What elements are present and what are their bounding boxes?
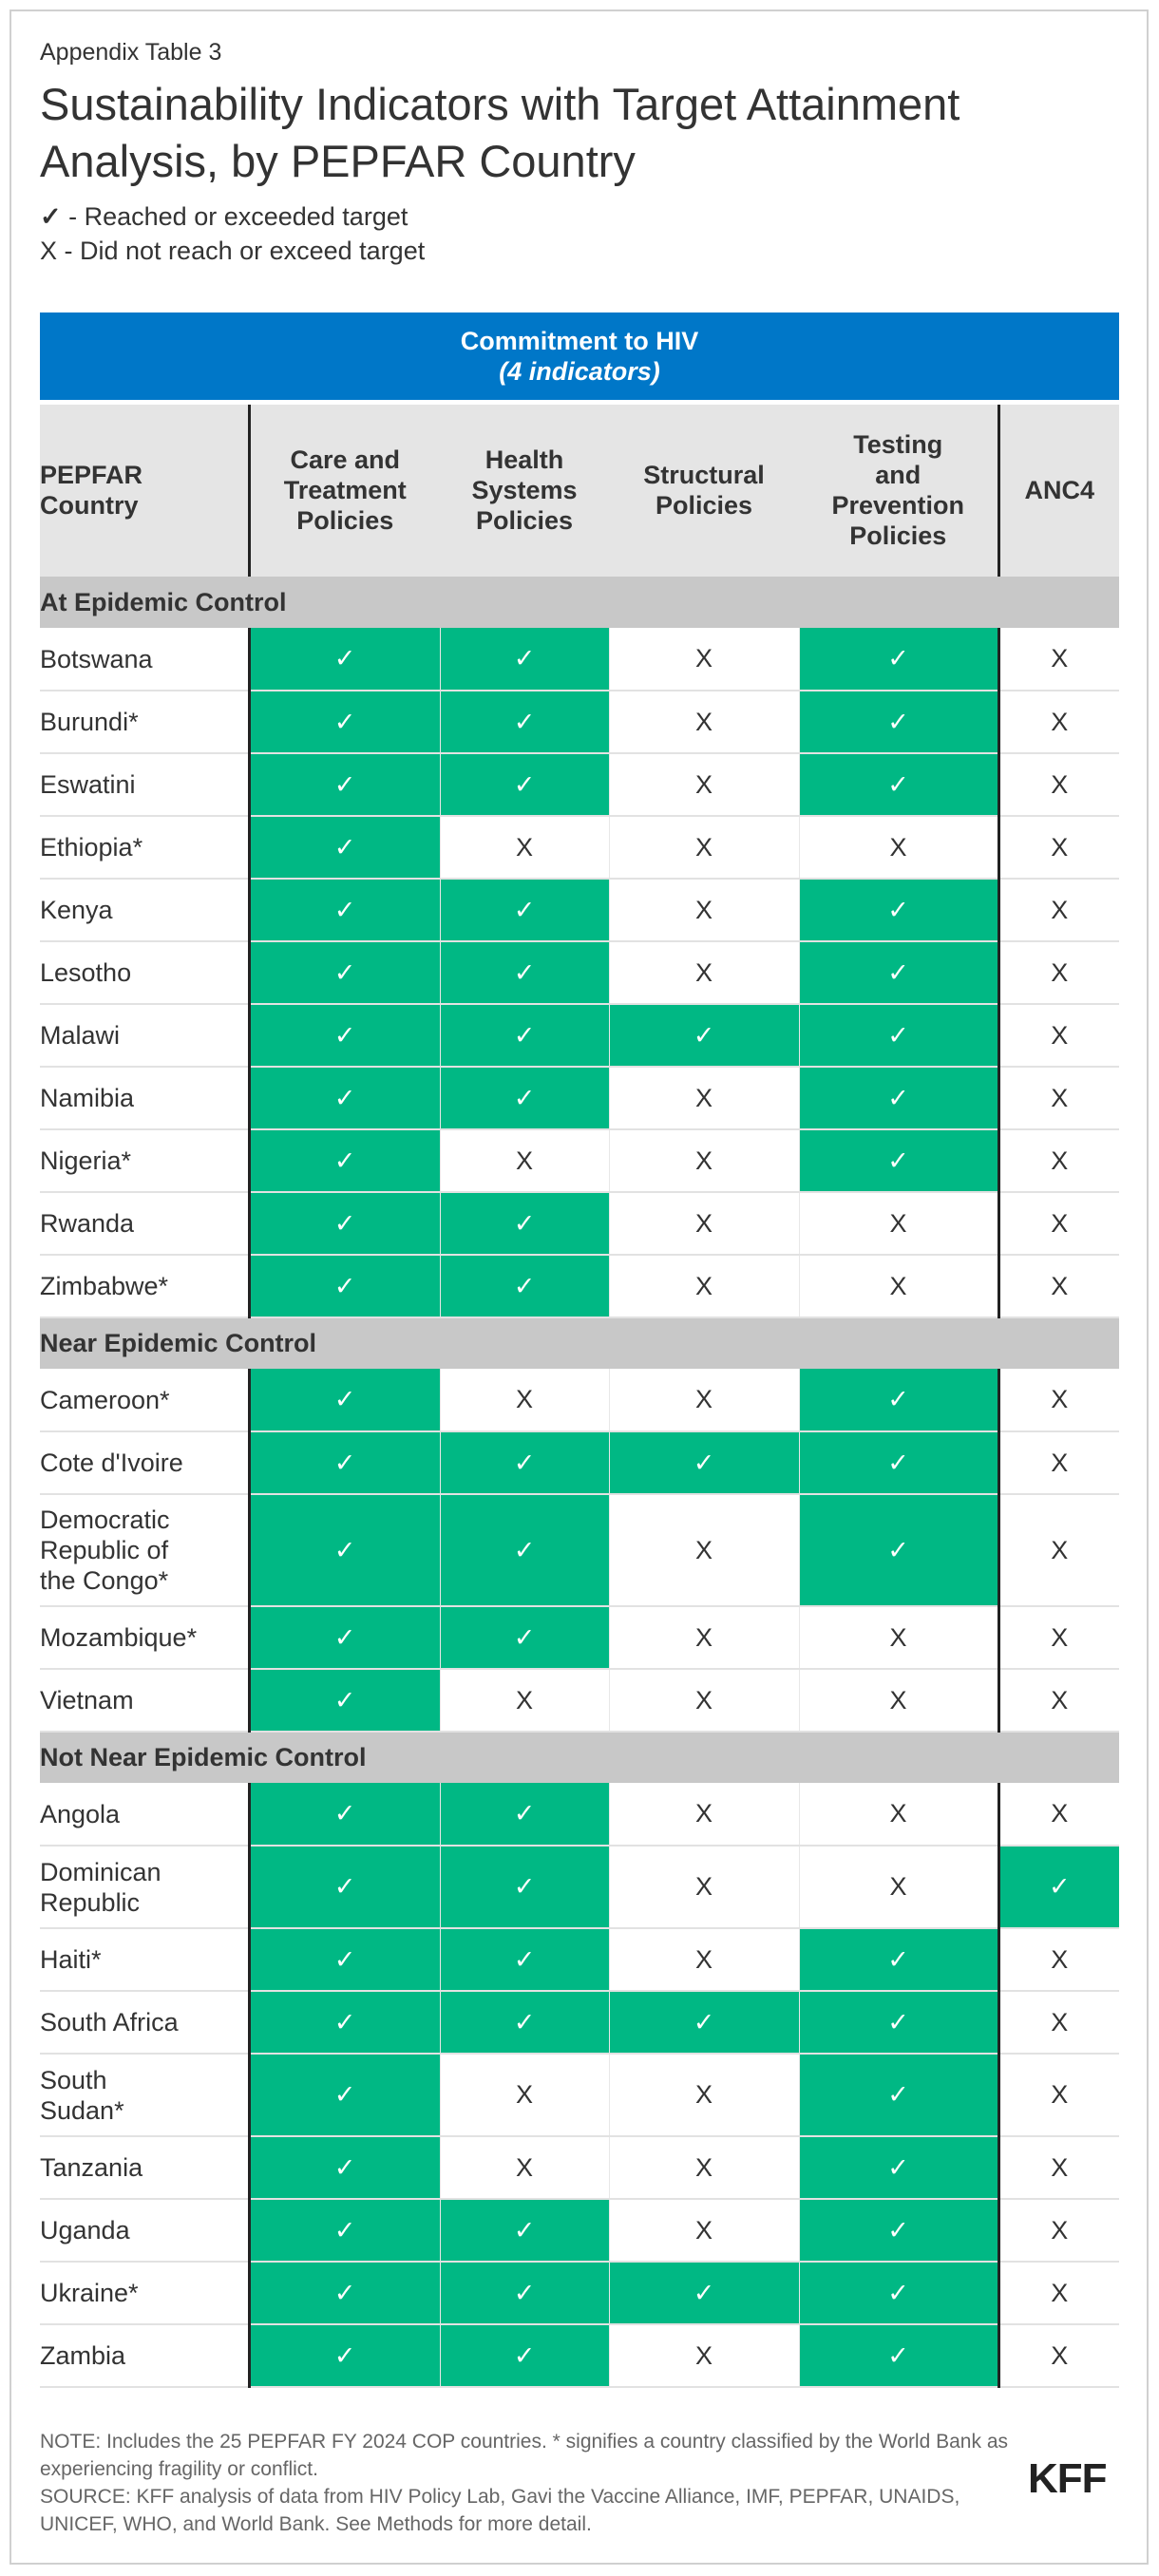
country-name: South Africa — [40, 1991, 249, 2054]
cell-anc4-x-icon: X — [998, 879, 1119, 941]
cell-structural-x-icon: X — [609, 1494, 799, 1606]
country-name: Angola — [40, 1783, 249, 1846]
table-row — [40, 1129, 1119, 1192]
cell-care-treatment-check-icon: ✓ — [249, 1431, 440, 1494]
cell-structural-x-icon: X — [609, 816, 799, 879]
table-row — [40, 2262, 1119, 2324]
table-row — [40, 2199, 1119, 2262]
table-row — [40, 1431, 1119, 1494]
cell-anc4-x-icon: X — [998, 941, 1119, 1004]
country-name: Eswatini — [40, 753, 249, 816]
cell-health-systems-check-icon: ✓ — [440, 1606, 609, 1669]
cell-anc4-x-icon: X — [998, 1494, 1119, 1606]
footer-notes — [40, 2428, 1037, 2538]
cell-testing-prevention-check-icon: ✓ — [799, 1991, 998, 2054]
cell-health-systems-check-icon: ✓ — [440, 1192, 609, 1255]
cell-anc4-x-icon: X — [998, 1928, 1119, 1991]
country-name: Tanzania — [40, 2136, 249, 2199]
cell-structural-check-icon: ✓ — [609, 1431, 799, 1494]
table-row — [40, 1192, 1119, 1255]
cell-structural-x-icon: X — [609, 1606, 799, 1669]
cell-structural-check-icon: ✓ — [609, 2262, 799, 2324]
cell-health-systems-check-icon: ✓ — [440, 2324, 609, 2387]
cell-testing-prevention-check-icon: ✓ — [799, 941, 998, 1004]
cell-testing-prevention-check-icon: ✓ — [799, 2054, 998, 2136]
cell-care-treatment-check-icon: ✓ — [249, 1255, 440, 1317]
cell-structural-check-icon: ✓ — [609, 1004, 799, 1067]
table-row — [40, 1004, 1119, 1067]
cell-testing-prevention-x-icon: X — [799, 1783, 998, 1846]
cell-structural-x-icon: X — [609, 2054, 799, 2136]
cell-health-systems-check-icon: ✓ — [440, 2262, 609, 2324]
cell-testing-prevention-x-icon: X — [799, 1255, 998, 1317]
country-name: Lesotho — [40, 941, 249, 1004]
cell-anc4-x-icon: X — [998, 1067, 1119, 1129]
cell-anc4-x-icon: X — [998, 2054, 1119, 2136]
cell-testing-prevention-check-icon: ✓ — [799, 1004, 998, 1067]
table-row — [40, 1067, 1119, 1129]
cell-care-treatment-check-icon: ✓ — [249, 2054, 440, 2136]
cell-care-treatment-check-icon: ✓ — [249, 1669, 440, 1732]
legend-item-reached — [40, 199, 1113, 234]
cell-structural-x-icon: X — [609, 691, 799, 753]
cell-care-treatment-check-icon: ✓ — [249, 1928, 440, 1991]
cell-testing-prevention-x-icon: X — [799, 1846, 998, 1928]
cell-health-systems-check-icon: ✓ — [440, 691, 609, 753]
cell-structural-x-icon: X — [609, 2136, 799, 2199]
cell-structural-x-icon: X — [609, 1846, 799, 1928]
cell-care-treatment-check-icon: ✓ — [249, 1494, 440, 1606]
table-row — [40, 816, 1119, 879]
cell-testing-prevention-check-icon: ✓ — [799, 2199, 998, 2262]
cell-structural-x-icon: X — [609, 753, 799, 816]
cell-care-treatment-check-icon: ✓ — [249, 2324, 440, 2387]
cell-anc4-x-icon: X — [998, 2262, 1119, 2324]
section-row-at-epidemic-control — [40, 577, 1119, 628]
kff-logo: KFF — [1028, 2455, 1107, 2502]
country-name: Zambia — [40, 2324, 249, 2387]
cell-care-treatment-check-icon: ✓ — [249, 2199, 440, 2262]
column-header-country: PEPFAR Country — [40, 402, 249, 577]
legend-text-reached: - Reached or exceeded target — [61, 202, 408, 231]
cell-care-treatment-check-icon: ✓ — [249, 753, 440, 816]
cell-care-treatment-check-icon: ✓ — [249, 1606, 440, 1669]
cell-testing-prevention-check-icon: ✓ — [799, 1369, 998, 1431]
cell-health-systems-check-icon: ✓ — [440, 1004, 609, 1067]
cell-care-treatment-check-icon: ✓ — [249, 1004, 440, 1067]
cell-care-treatment-check-icon: ✓ — [249, 628, 440, 691]
cell-anc4-x-icon: X — [998, 1669, 1119, 1732]
cell-structural-x-icon: X — [609, 1129, 799, 1192]
country-name: Cameroon* — [40, 1369, 249, 1431]
country-name: South Sudan* — [40, 2054, 249, 2136]
cell-anc4-x-icon: X — [998, 1192, 1119, 1255]
legend-text-not-reached: - Did not reach or exceed target — [57, 237, 426, 265]
section-row-near-epidemic-control — [40, 1317, 1119, 1369]
cell-anc4-x-icon: X — [998, 1783, 1119, 1846]
cell-care-treatment-check-icon: ✓ — [249, 2262, 440, 2324]
cell-structural-x-icon: X — [609, 2324, 799, 2387]
cell-anc4-x-icon: X — [998, 628, 1119, 691]
cell-anc4-x-icon: X — [998, 816, 1119, 879]
footnote: NOTE: Includes the 25 PEPFAR FY 2024 COP countries. * signifies a country classified by the World Bank as experiencing fragility or conflict. — [40, 2431, 1008, 2480]
cell-care-treatment-check-icon: ✓ — [249, 2136, 440, 2199]
cell-structural-x-icon: X — [609, 1255, 799, 1317]
country-name: Burundi* — [40, 691, 249, 753]
cell-health-systems-check-icon: ✓ — [440, 879, 609, 941]
chart-title-line-1: Sustainability Indicators with Target Attainment — [40, 79, 960, 129]
table-row — [40, 1606, 1119, 1669]
cell-health-systems-check-icon: ✓ — [440, 2199, 609, 2262]
table-row — [40, 1928, 1119, 1991]
cell-anc4-x-icon: X — [998, 753, 1119, 816]
cell-structural-x-icon: X — [609, 628, 799, 691]
section-row-not-near-epidemic-control — [40, 1732, 1119, 1783]
chart-header — [40, 38, 1113, 268]
cell-testing-prevention-check-icon: ✓ — [799, 2262, 998, 2324]
country-name: Nigeria* — [40, 1129, 249, 1192]
cell-testing-prevention-x-icon: X — [799, 1192, 998, 1255]
table-row — [40, 1255, 1119, 1317]
section-label: At Epidemic Control — [40, 577, 1119, 628]
cell-testing-prevention-check-icon: ✓ — [799, 691, 998, 753]
cell-structural-x-icon: X — [609, 1783, 799, 1846]
cell-anc4-x-icon: X — [998, 1369, 1119, 1431]
table-row — [40, 941, 1119, 1004]
cell-health-systems-x-icon: X — [440, 1369, 609, 1431]
country-name: Namibia — [40, 1067, 249, 1129]
eyebrow-label: Appendix Table 3 — [40, 39, 222, 66]
cell-care-treatment-check-icon: ✓ — [249, 1783, 440, 1846]
section-label: Near Epidemic Control — [40, 1317, 1119, 1369]
table-row — [40, 2136, 1119, 2199]
cell-anc4-x-icon: X — [998, 1129, 1119, 1192]
table-row — [40, 1846, 1119, 1928]
country-name: Malawi — [40, 1004, 249, 1067]
column-header-care-treatment: Care and Treatment Policies — [249, 402, 440, 577]
indicator-table — [40, 313, 1119, 2388]
cell-testing-prevention-check-icon: ✓ — [799, 1928, 998, 1991]
table-row — [40, 2324, 1119, 2387]
country-name: Botswana — [40, 628, 249, 691]
table-row — [40, 1991, 1119, 2054]
country-name: Kenya — [40, 879, 249, 941]
table-row — [40, 628, 1119, 691]
cell-anc4-x-icon: X — [998, 2136, 1119, 2199]
cell-testing-prevention-check-icon: ✓ — [799, 1494, 998, 1606]
cell-health-systems-check-icon: ✓ — [440, 1783, 609, 1846]
cell-structural-x-icon: X — [609, 879, 799, 941]
group-header-row — [40, 313, 1119, 402]
cell-structural-x-icon: X — [609, 1067, 799, 1129]
cell-health-systems-x-icon: X — [440, 816, 609, 879]
cell-testing-prevention-x-icon: X — [799, 1669, 998, 1732]
cell-care-treatment-check-icon: ✓ — [249, 816, 440, 879]
table-row — [40, 1369, 1119, 1431]
cell-health-systems-check-icon: ✓ — [440, 1255, 609, 1317]
cell-structural-x-icon: X — [609, 1669, 799, 1732]
chart-title — [40, 76, 1113, 190]
table-row — [40, 691, 1119, 753]
country-name: Vietnam — [40, 1669, 249, 1732]
cell-testing-prevention-check-icon: ✓ — [799, 1129, 998, 1192]
cell-testing-prevention-x-icon: X — [799, 1606, 998, 1669]
cell-testing-prevention-check-icon: ✓ — [799, 753, 998, 816]
cell-anc4-x-icon: X — [998, 2199, 1119, 2262]
table-row — [40, 753, 1119, 816]
cell-testing-prevention-check-icon: ✓ — [799, 2324, 998, 2387]
table-row — [40, 1494, 1119, 1606]
column-header-testing-prevention: Testing and Prevention Policies — [799, 402, 998, 577]
table-row — [40, 2054, 1119, 2136]
cell-health-systems-x-icon: X — [440, 2136, 609, 2199]
cell-care-treatment-check-icon: ✓ — [249, 1129, 440, 1192]
table-body — [40, 577, 1119, 2387]
cell-structural-x-icon: X — [609, 1192, 799, 1255]
cell-testing-prevention-x-icon: X — [799, 816, 998, 879]
cell-care-treatment-check-icon: ✓ — [249, 1846, 440, 1928]
country-name: Zimbabwe* — [40, 1255, 249, 1317]
country-name: Uganda — [40, 2199, 249, 2262]
table-row — [40, 1669, 1119, 1732]
country-name: Ethiopia* — [40, 816, 249, 879]
section-label: Not Near Epidemic Control — [40, 1732, 1119, 1783]
cell-structural-x-icon: X — [609, 1928, 799, 1991]
column-header-health-systems: Health Systems Policies — [440, 402, 609, 577]
cell-anc4-x-icon: X — [998, 1606, 1119, 1669]
cell-testing-prevention-check-icon: ✓ — [799, 1067, 998, 1129]
cell-health-systems-check-icon: ✓ — [440, 941, 609, 1004]
cell-health-systems-check-icon: ✓ — [440, 1494, 609, 1606]
cell-care-treatment-check-icon: ✓ — [249, 1067, 440, 1129]
country-name: Mozambique* — [40, 1606, 249, 1669]
country-name: Democratic Republic of the Congo* — [40, 1494, 249, 1606]
group-subtitle: (4 indicators) — [499, 356, 660, 386]
source-note: SOURCE: KFF analysis of data from HIV Policy Lab, Gavi the Vaccine Alliance, IMF, PEPFAR, UNAIDS, UNICEF, WHO, and World Bank. See Methods for more detail. — [40, 2486, 960, 2535]
cell-anc4-x-icon: X — [998, 1004, 1119, 1067]
cell-health-systems-x-icon: X — [440, 2054, 609, 2136]
cell-health-systems-check-icon: ✓ — [440, 628, 609, 691]
cell-health-systems-x-icon: X — [440, 1669, 609, 1732]
country-name: Dominican Republic — [40, 1846, 249, 1928]
cell-health-systems-check-icon: ✓ — [440, 1067, 609, 1129]
column-header-row — [40, 402, 1119, 577]
group-header — [40, 313, 1119, 402]
cell-testing-prevention-check-icon: ✓ — [799, 2136, 998, 2199]
cell-care-treatment-check-icon: ✓ — [249, 1991, 440, 2054]
cell-structural-x-icon: X — [609, 1369, 799, 1431]
cell-health-systems-check-icon: ✓ — [440, 1431, 609, 1494]
cell-care-treatment-check-icon: ✓ — [249, 1369, 440, 1431]
cell-care-treatment-check-icon: ✓ — [249, 941, 440, 1004]
cell-testing-prevention-check-icon: ✓ — [799, 879, 998, 941]
cell-anc4-x-icon: X — [998, 2324, 1119, 2387]
country-name: Cote d'Ivoire — [40, 1431, 249, 1494]
legend — [40, 199, 1113, 268]
table-row — [40, 879, 1119, 941]
cell-anc4-x-icon: X — [998, 1991, 1119, 2054]
cell-structural-check-icon: ✓ — [609, 1991, 799, 2054]
cell-care-treatment-check-icon: ✓ — [249, 1192, 440, 1255]
country-name: Rwanda — [40, 1192, 249, 1255]
cell-care-treatment-check-icon: ✓ — [249, 691, 440, 753]
country-name: Ukraine* — [40, 2262, 249, 2324]
cell-health-systems-x-icon: X — [440, 1129, 609, 1192]
cell-health-systems-check-icon: ✓ — [440, 753, 609, 816]
x-icon: X — [40, 237, 58, 265]
country-name: Haiti* — [40, 1928, 249, 1991]
cell-testing-prevention-check-icon: ✓ — [799, 1431, 998, 1494]
legend-item-not-reached — [40, 234, 1113, 268]
cell-anc4-x-icon: X — [998, 691, 1119, 753]
cell-health-systems-check-icon: ✓ — [440, 1846, 609, 1928]
cell-structural-x-icon: X — [609, 2199, 799, 2262]
cell-health-systems-check-icon: ✓ — [440, 1991, 609, 2054]
cell-health-systems-check-icon: ✓ — [440, 1928, 609, 1991]
group-title: Commitment to HIV — [460, 326, 699, 355]
cell-testing-prevention-check-icon: ✓ — [799, 628, 998, 691]
check-icon: ✓ — [40, 202, 62, 231]
cell-structural-x-icon: X — [609, 941, 799, 1004]
chart-title-line-2: Analysis, by PEPFAR Country — [40, 136, 636, 186]
table-row — [40, 1783, 1119, 1846]
column-header-structural: Structural Policies — [609, 402, 799, 577]
cell-anc4-check-icon: ✓ — [998, 1846, 1119, 1928]
column-header-anc4: ANC4 — [998, 402, 1119, 577]
cell-care-treatment-check-icon: ✓ — [249, 879, 440, 941]
cell-anc4-x-icon: X — [998, 1255, 1119, 1317]
cell-anc4-x-icon: X — [998, 1431, 1119, 1494]
